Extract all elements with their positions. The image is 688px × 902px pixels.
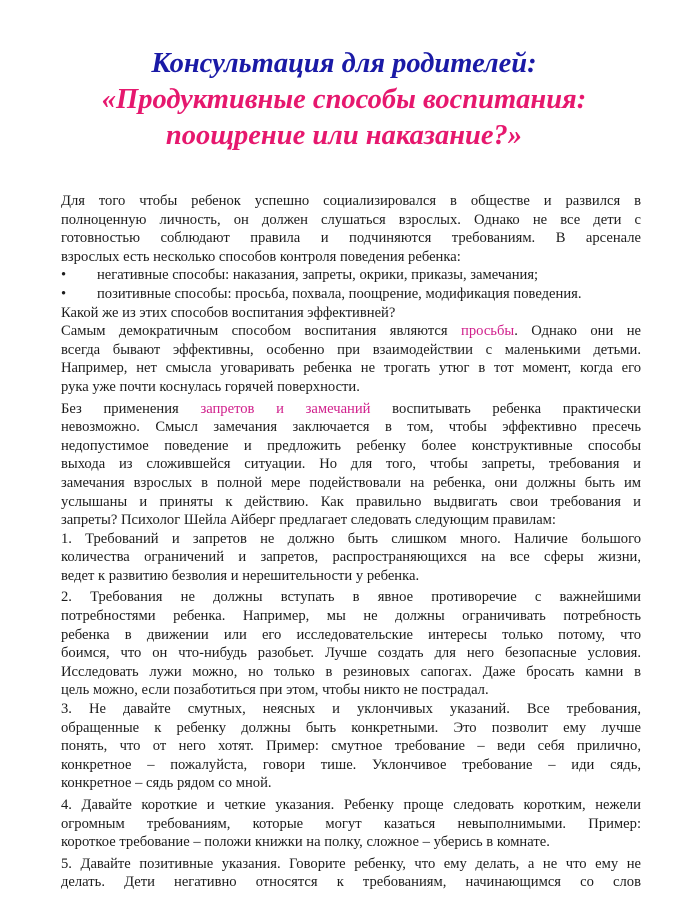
text-line-requests <box>61 322 641 341</box>
text-line: делать. Дети негативно относятся к требованиям, начинающимся со слов <box>61 874 641 891</box>
text-line: Например, нет смысла уговаривать ребенка не трогать утюг в тот момент, когда его <box>61 360 641 377</box>
text-line: цель можно, если позаботиться при этом, чтобы никто не пострадал. <box>61 682 489 699</box>
text-line: выхода из сложившейся ситуации. Но для того, чтобы запреты, требования и <box>61 456 641 473</box>
text-line: всегда бывают эффективны, особенно при взаимодействии с маленькими детьми. <box>61 341 641 358</box>
text-line: потребностями ребенка. Например, мы не должны ограничивать потребность <box>61 608 641 625</box>
text-line: Для того чтобы ребенок успешно социализировался в обществе и развился в <box>61 193 641 209</box>
text-line: боимся, что он что-нибудь разобьет. Лучше создать для него безопасные условия. <box>61 645 641 662</box>
text-line: 5. Давайте позитивные указания. Говорите ребенку, что ему делать, а не что ему не <box>61 855 641 872</box>
text-line: короткое требование – положи книжки на полку, сложное – уберись в комнате. <box>61 834 550 851</box>
page-title-line-3: поощрение или наказание?» <box>165 120 523 151</box>
bullet-marker: • <box>61 267 67 284</box>
bullet-text: позитивные способы: просьба, похвала, поощрение, модификация поведения. <box>97 285 582 302</box>
text-fragment: Без применения <box>61 400 201 417</box>
text-line: взрослых есть несколько способов контроля поведения ребенка: <box>61 248 461 265</box>
text-line: 1. Требований и запретов не должно быть слишком много. Наличие большого <box>61 530 641 547</box>
highlight-requests: просьбы <box>461 323 515 340</box>
bullet-marker: • <box>61 285 67 302</box>
text-line: конкретное – сядь рядом со мной. <box>61 775 272 792</box>
text-line: готовностью соблюдают правила и подчиняются требованиям. В арсенале <box>61 230 641 247</box>
text-line: количества ограничений и запретов, распространяющихся на все сферы жизни, <box>61 549 641 566</box>
bullet-item-positive <box>61 285 641 304</box>
bullet-text: негативные способы: наказания, запреты, окрики, приказы, замечания; <box>97 267 539 284</box>
text-line: огромным требованиям, которые могут казаться невыполнимыми. Пример: <box>61 815 641 832</box>
text-line: понять, что от него хотят. Пример: смутное требование – веди себя прилично, <box>61 738 641 755</box>
text-line: ребенка в движении или его исследовательские интересы только потому, что <box>61 626 641 643</box>
text-line: замечания взрослых в полной мере подействовали на ребенка, они должны быть им <box>61 474 641 491</box>
text-line: 4. Давайте короткие и четкие указания. Ребенку проще следовать коротким, нежели <box>61 797 641 813</box>
text-line: услышаны и приняты к действию. Как правильно выдвигать свои требования и <box>61 493 641 510</box>
text-line: конкретное – пожалуйста, говори тише. Уклончивое требование – иди сядь, <box>61 756 641 773</box>
text-fragment: воспитывать ребенка практически <box>370 400 641 417</box>
text-line: Исследовать лужи можно, но только в резиновых сапогах. Даже бросать камни в <box>61 663 641 680</box>
text-fragment: . Однако они не <box>514 323 641 340</box>
text-line: 2. Требования не должны вступать в явное противоречие с важнейшими <box>61 589 641 606</box>
text-fragment: Самым демократичным способом воспитания являются <box>61 323 462 340</box>
text-line: Какой же из этих способов воспитания эффективней? <box>61 304 396 321</box>
text-line-prohibitions <box>61 400 641 419</box>
text-line: обращенные к ребенку должны быть конкретными. Это позволит ему лучше <box>61 719 641 736</box>
highlight-prohibitions: запретов и замечаний <box>200 400 371 417</box>
page-title-line-2: «Продуктивные способы воспитания: <box>101 84 587 115</box>
text-line: полноценную личность, он должен слушаться взрослых. Однако не все дети с <box>61 211 641 228</box>
text-line: запреты? Психолог Шейла Айберг предлагает следовать следующим правилам: <box>61 512 556 529</box>
article-body <box>61 192 641 892</box>
bullet-item-negative <box>61 266 641 285</box>
page-title-line-1: Консультация для родителей: <box>151 48 537 79</box>
text-line: ведет к развитию безволия и нерешительности у ребенка. <box>61 567 420 584</box>
text-line: невозможно. Смысл замечания заключается в том, чтобы эффективно пресечь <box>61 419 641 436</box>
text-line: 3. Не давайте смутных, неясных и уклончивых указаний. Все требования, <box>61 701 641 718</box>
text-line: рука уже почти коснулась горячей поверхности. <box>61 378 360 395</box>
text-line: недопустимое поведение и предложить ребенку более конструктивные способы <box>61 437 641 454</box>
